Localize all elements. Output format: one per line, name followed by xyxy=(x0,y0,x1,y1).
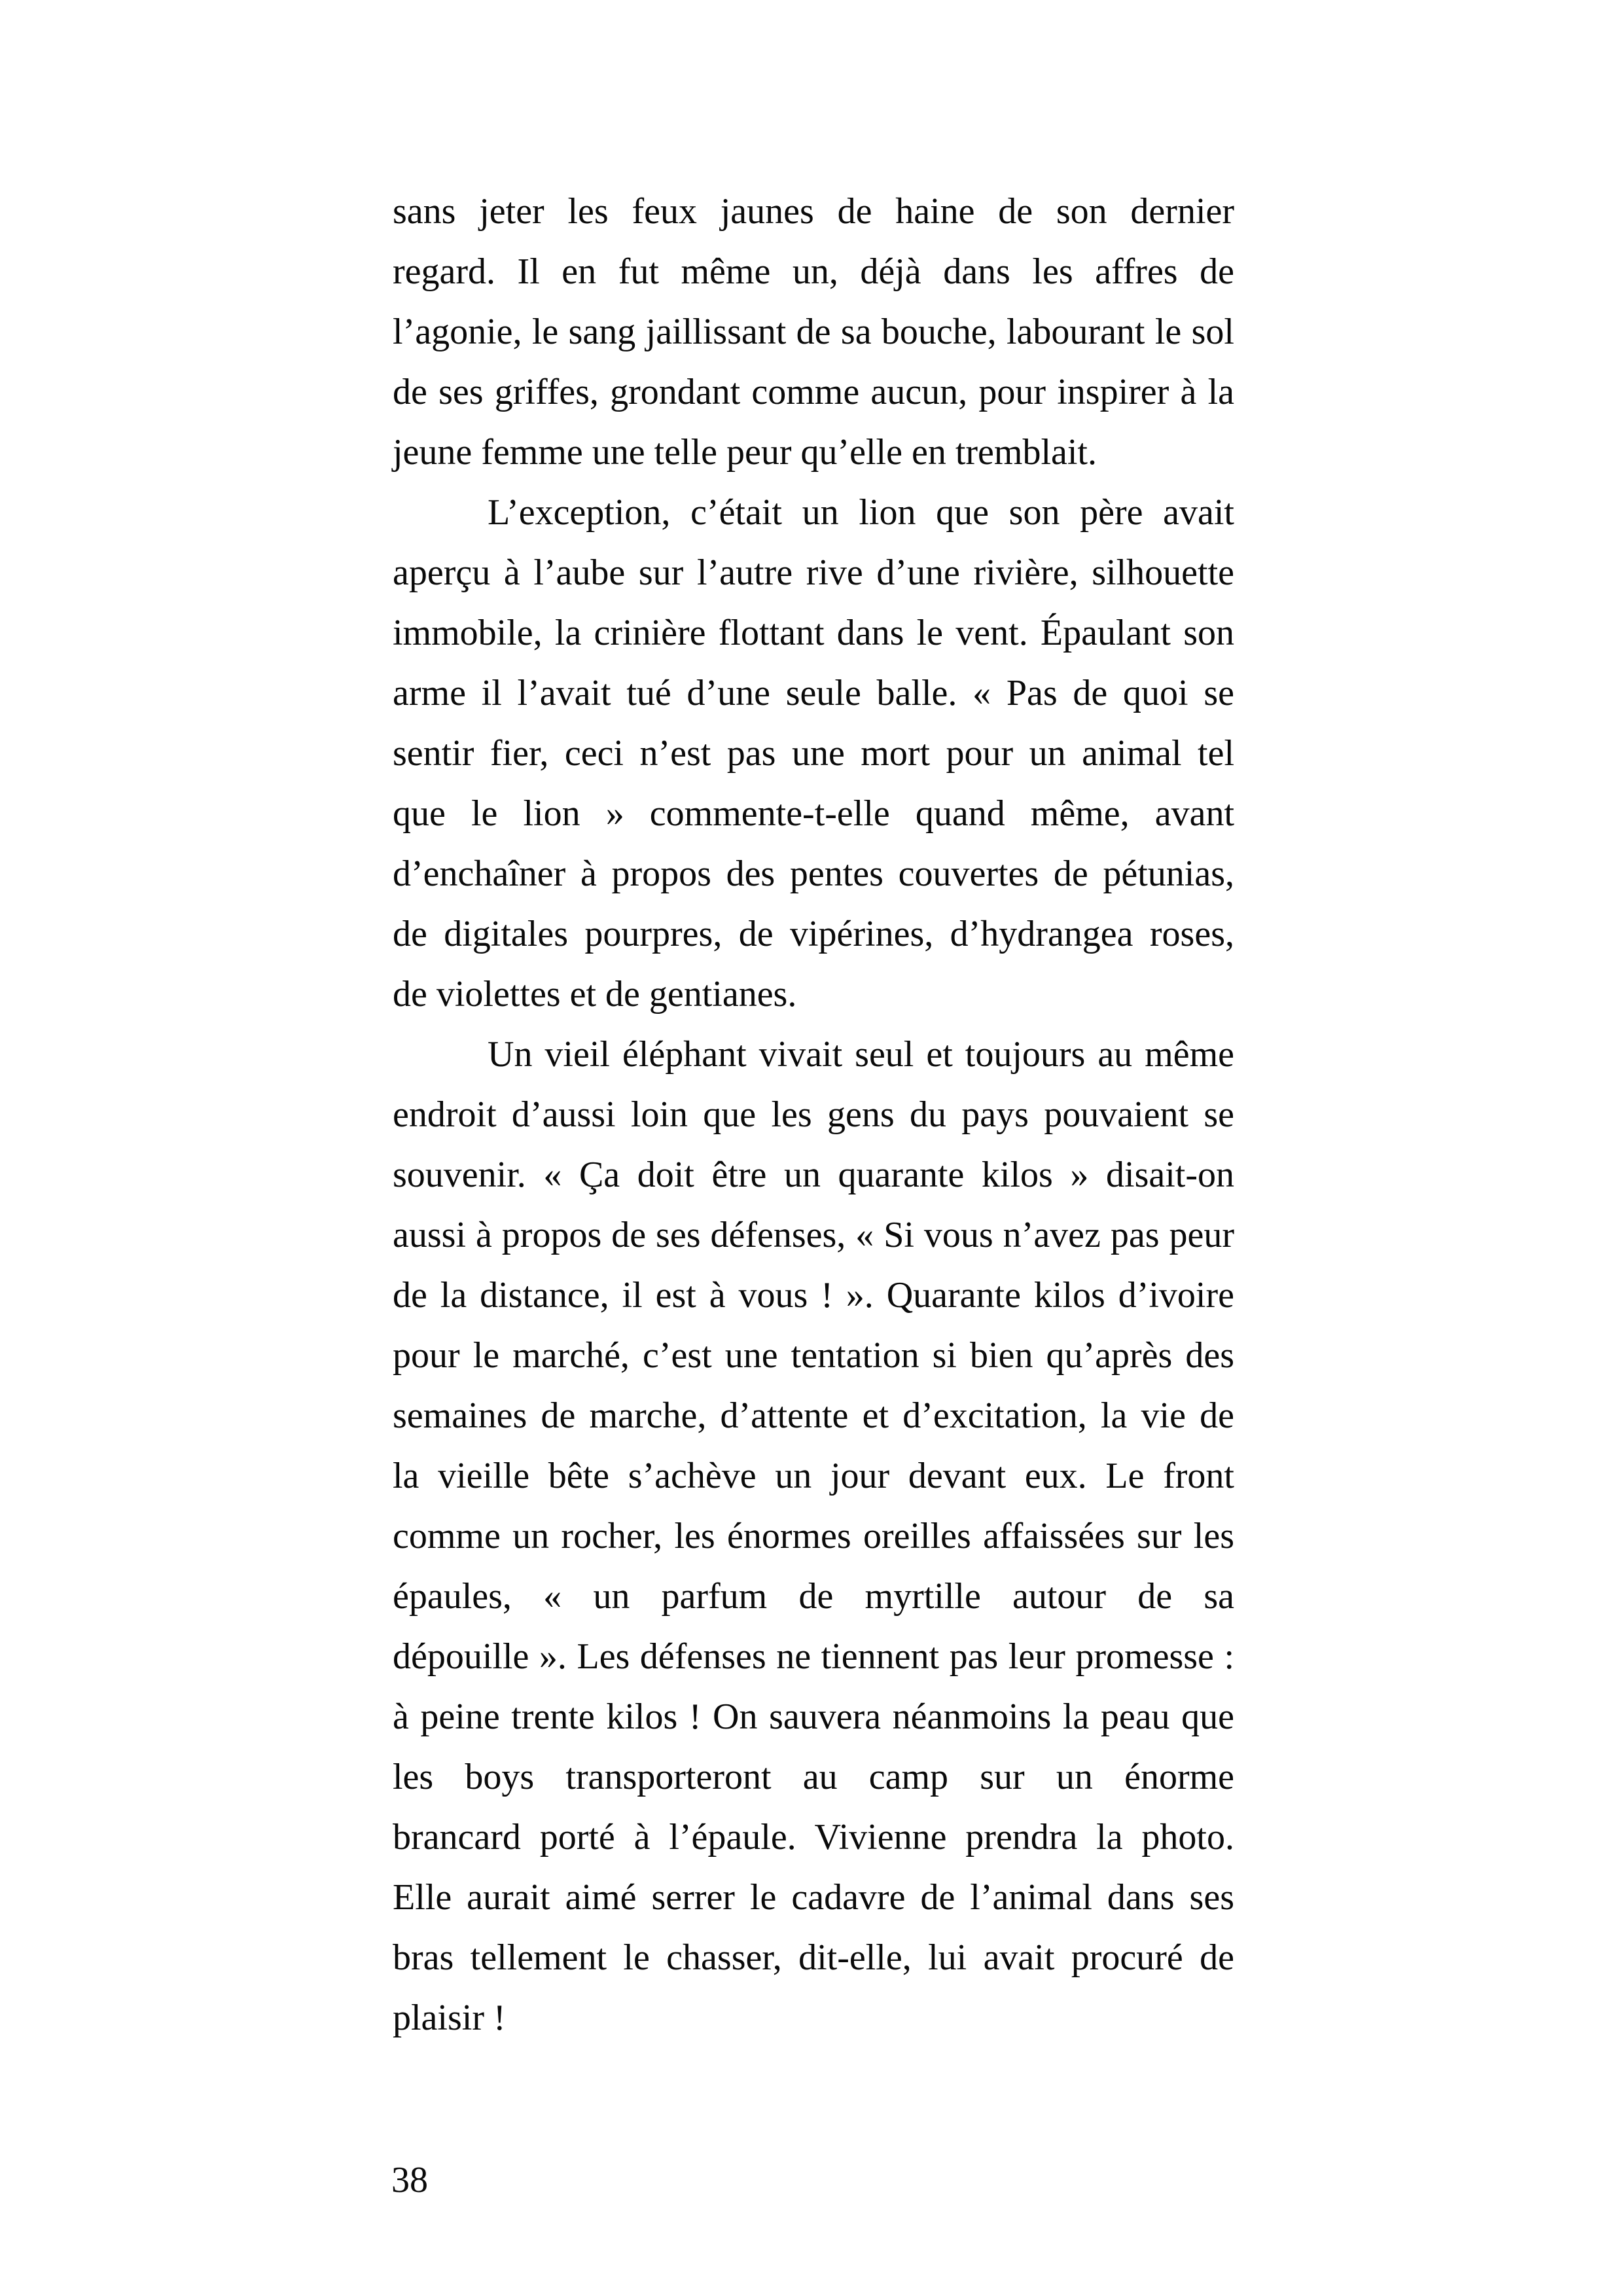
text-line: souvenir. « Ça doit être un quarante kilos » disait-on xyxy=(393,1155,1234,1195)
text-line: de digitales pourpres, de vipérines, d’hydrangea roses, xyxy=(393,914,1234,954)
text-line: brancard porté à l’épaule. Vivienne prendra la photo. xyxy=(393,1817,1234,1857)
text-line: sans jeter les feux jaunes de haine de son dernier xyxy=(393,191,1234,232)
text-line: Elle aurait aimé serrer le cadavre de l’animal dans ses xyxy=(393,1877,1234,1918)
text-line: dépouille ». Les défenses ne tiennent pas leur promesse : xyxy=(393,1636,1234,1677)
text-line: sentir fier, ceci n’est pas une mort pour un animal tel xyxy=(393,733,1234,774)
text-line: regard. Il en fut même un, déjà dans les affres de xyxy=(393,251,1234,292)
text-line: arme il l’avait tué d’une seule balle. « Pas de quoi se xyxy=(393,673,1234,713)
text-line: de la distance, il est à vous ! ». Quarante kilos d’ivoire xyxy=(393,1275,1234,1316)
text-line: à peine trente kilos ! On sauvera néanmoins la peau que xyxy=(393,1696,1234,1737)
text-line: épaules, « un parfum de myrtille autour de sa xyxy=(393,1576,1234,1617)
text-line: jeune femme une telle peur qu’elle en tremblait. xyxy=(393,432,1097,473)
text-line: pour le marché, c’est une tentation si bien qu’après des xyxy=(393,1335,1234,1376)
text-line: la vieille bête s’achève un jour devant eux. Le front xyxy=(393,1456,1234,1496)
text-line: de ses griffes, grondant comme aucun, pour inspirer à la xyxy=(393,372,1234,412)
text-block xyxy=(393,181,1234,2048)
text-line: l’agonie, le sang jaillissant de sa bouche, labourant le sol xyxy=(393,312,1234,352)
text-line: L’exception, c’était un lion que son père avait xyxy=(488,492,1234,533)
text-line: aussi à propos de ses défenses, « Si vous n’avez pas peur xyxy=(393,1215,1234,1255)
text-line: d’enchaîner à propos des pentes couvertes de pétunias, xyxy=(393,853,1234,894)
text-line: endroit d’aussi loin que les gens du pays pouvaient se xyxy=(393,1094,1234,1135)
text-line: aperçu à l’aube sur l’autre rive d’une rivière, silhouette xyxy=(393,552,1234,593)
text-line: comme un rocher, les énormes oreilles affaissées sur les xyxy=(393,1516,1234,1556)
text-line: semaines de marche, d’attente et d’excitation, la vie de xyxy=(393,1395,1234,1436)
text-line: les boys transporteront au camp sur un énorme xyxy=(393,1757,1234,1797)
text-line: plaisir ! xyxy=(393,1998,506,2038)
text-line: Un vieil éléphant vivait seul et toujours au même xyxy=(488,1034,1234,1075)
text-line: bras tellement le chasser, dit-elle, lui avait procuré de xyxy=(393,1937,1234,1978)
text-line: de violettes et de gentianes. xyxy=(393,974,797,1014)
text-line: immobile, la crinière flottant dans le vent. Épaulant son xyxy=(393,613,1234,653)
text-line: que le lion » commente-t-elle quand même, avant xyxy=(393,793,1234,834)
page-number: 38 xyxy=(391,2160,428,2200)
